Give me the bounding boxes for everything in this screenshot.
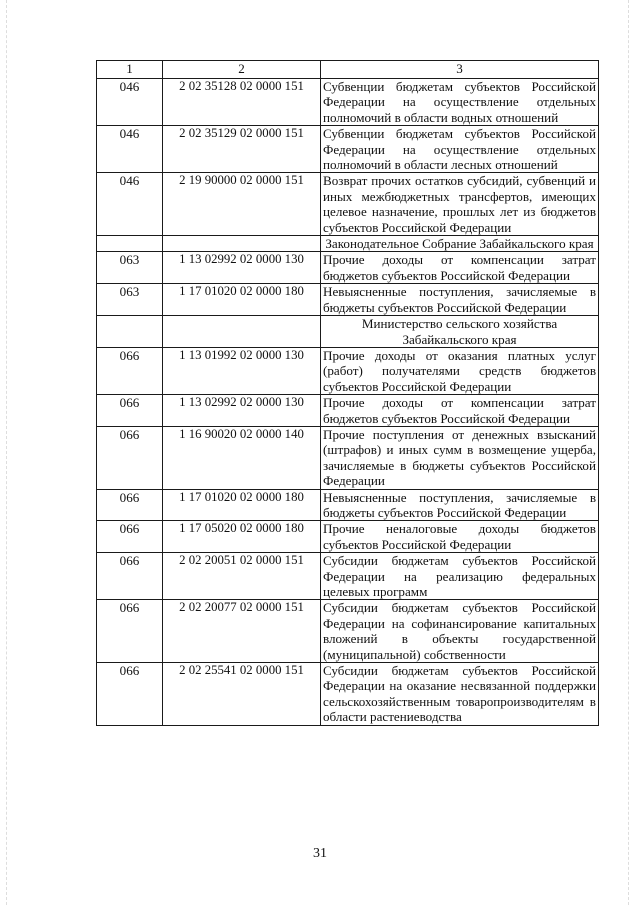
revenue-description: Прочие поступления от денежных взысканий (штрафов) и иных сумм в возмещение ущерба, зачисляемые в бюджеты субъектов Российской Федерации (321, 426, 599, 489)
revenue-description: Субвенции бюджетам субъектов Российской Федерации на осуществление отдельных полномочий в области лесных отношений (321, 126, 599, 173)
revenue-code: 2 02 25541 02 0000 151 (163, 663, 321, 726)
table-row (97, 600, 599, 663)
scan-edge-right (628, 0, 630, 905)
table-row (97, 521, 599, 553)
admin-code: 066 (97, 600, 163, 663)
revenue-description: Субвенции бюджетам субъектов Российской Федерации на осуществление отдельных полномочий в области водных отношений (321, 79, 599, 126)
revenue-code: 2 02 35128 02 0000 151 (163, 79, 321, 126)
revenue-code: 1 13 01992 02 0000 130 (163, 347, 321, 394)
revenue-code: 1 17 01020 02 0000 180 (163, 284, 321, 316)
organization-name: Законодательное Собрание Забайкальского края (321, 236, 599, 252)
revenue-description: Прочие неналоговые доходы бюджетов субъектов Российской Федерации (321, 521, 599, 553)
revenue-description: Субсидии бюджетам субъектов Российской Федерации на реализацию федеральных целевых программ (321, 553, 599, 600)
admin-code: 066 (97, 395, 163, 427)
table-row (97, 79, 599, 126)
table-row (97, 126, 599, 173)
admin-code: 066 (97, 663, 163, 726)
empty-cell (97, 316, 163, 348)
admin-code: 046 (97, 126, 163, 173)
admin-code: 046 (97, 79, 163, 126)
revenue-code: 1 13 02992 02 0000 130 (163, 395, 321, 427)
table-row (97, 284, 599, 316)
revenue-code: 1 17 01020 02 0000 180 (163, 489, 321, 521)
revenue-classification-table (96, 60, 599, 726)
scan-edge-left (6, 0, 8, 905)
table-row (97, 663, 599, 726)
admin-code: 066 (97, 553, 163, 600)
revenue-code: 1 17 05020 02 0000 180 (163, 521, 321, 553)
empty-cell (163, 316, 321, 348)
revenue-description: Возврат прочих остатков субсидий, субвенций и иных межбюджетных трансфертов, имеющих целевое назначение, прошлых лет из бюджетов субъектов Российской Федерации (321, 173, 599, 236)
revenue-description: Невыясненные поступления, зачисляемые в бюджеты субъектов Российской Федерации (321, 489, 599, 521)
revenue-code: 1 16 90020 02 0000 140 (163, 426, 321, 489)
admin-code: 063 (97, 252, 163, 284)
table-header-row (97, 61, 599, 79)
revenue-description: Прочие доходы от компенсации затрат бюджетов субъектов Российской Федерации (321, 395, 599, 427)
revenue-code: 1 13 02992 02 0000 130 (163, 252, 321, 284)
admin-code: 046 (97, 173, 163, 236)
table-row (97, 173, 599, 236)
table-row (97, 489, 599, 521)
column-header-1: 1 (97, 61, 163, 79)
revenue-code: 2 19 90000 02 0000 151 (163, 173, 321, 236)
section-header-row (97, 236, 599, 252)
page-number: 31 (313, 846, 327, 861)
revenue-description: Невыясненные поступления, зачисляемые в бюджеты субъектов Российской Федерации (321, 284, 599, 316)
organization-name: Министерство сельского хозяйства Забайкальского края (321, 316, 599, 348)
table-row (97, 252, 599, 284)
admin-code: 066 (97, 489, 163, 521)
column-header-2: 2 (163, 61, 321, 79)
admin-code: 066 (97, 347, 163, 394)
revenue-code: 2 02 20051 02 0000 151 (163, 553, 321, 600)
revenue-description: Прочие доходы от оказания платных услуг (работ) получателями средств бюджетов субъектов Российской Федерации (321, 347, 599, 394)
table-row (97, 426, 599, 489)
empty-cell (97, 236, 163, 252)
admin-code: 063 (97, 284, 163, 316)
table-row (97, 347, 599, 394)
admin-code: 066 (97, 521, 163, 553)
revenue-description: Субсидии бюджетам субъектов Российской Федерации на оказание несвязанной поддержки сельскохозяйственным товаропроизводителям в области растениеводства (321, 663, 599, 726)
revenue-description: Прочие доходы от компенсации затрат бюджетов субъектов Российской Федерации (321, 252, 599, 284)
revenue-description: Субсидии бюджетам субъектов Российской Федерации на софинансирование капитальных вложений в объекты государственной (муниципальной) собственности (321, 600, 599, 663)
revenue-code: 2 02 35129 02 0000 151 (163, 126, 321, 173)
table-row (97, 553, 599, 600)
empty-cell (163, 236, 321, 252)
admin-code: 066 (97, 426, 163, 489)
table-body (97, 79, 599, 726)
revenue-code: 2 02 20077 02 0000 151 (163, 600, 321, 663)
section-header-row (97, 316, 599, 348)
table-row (97, 395, 599, 427)
column-header-3: 3 (321, 61, 599, 79)
